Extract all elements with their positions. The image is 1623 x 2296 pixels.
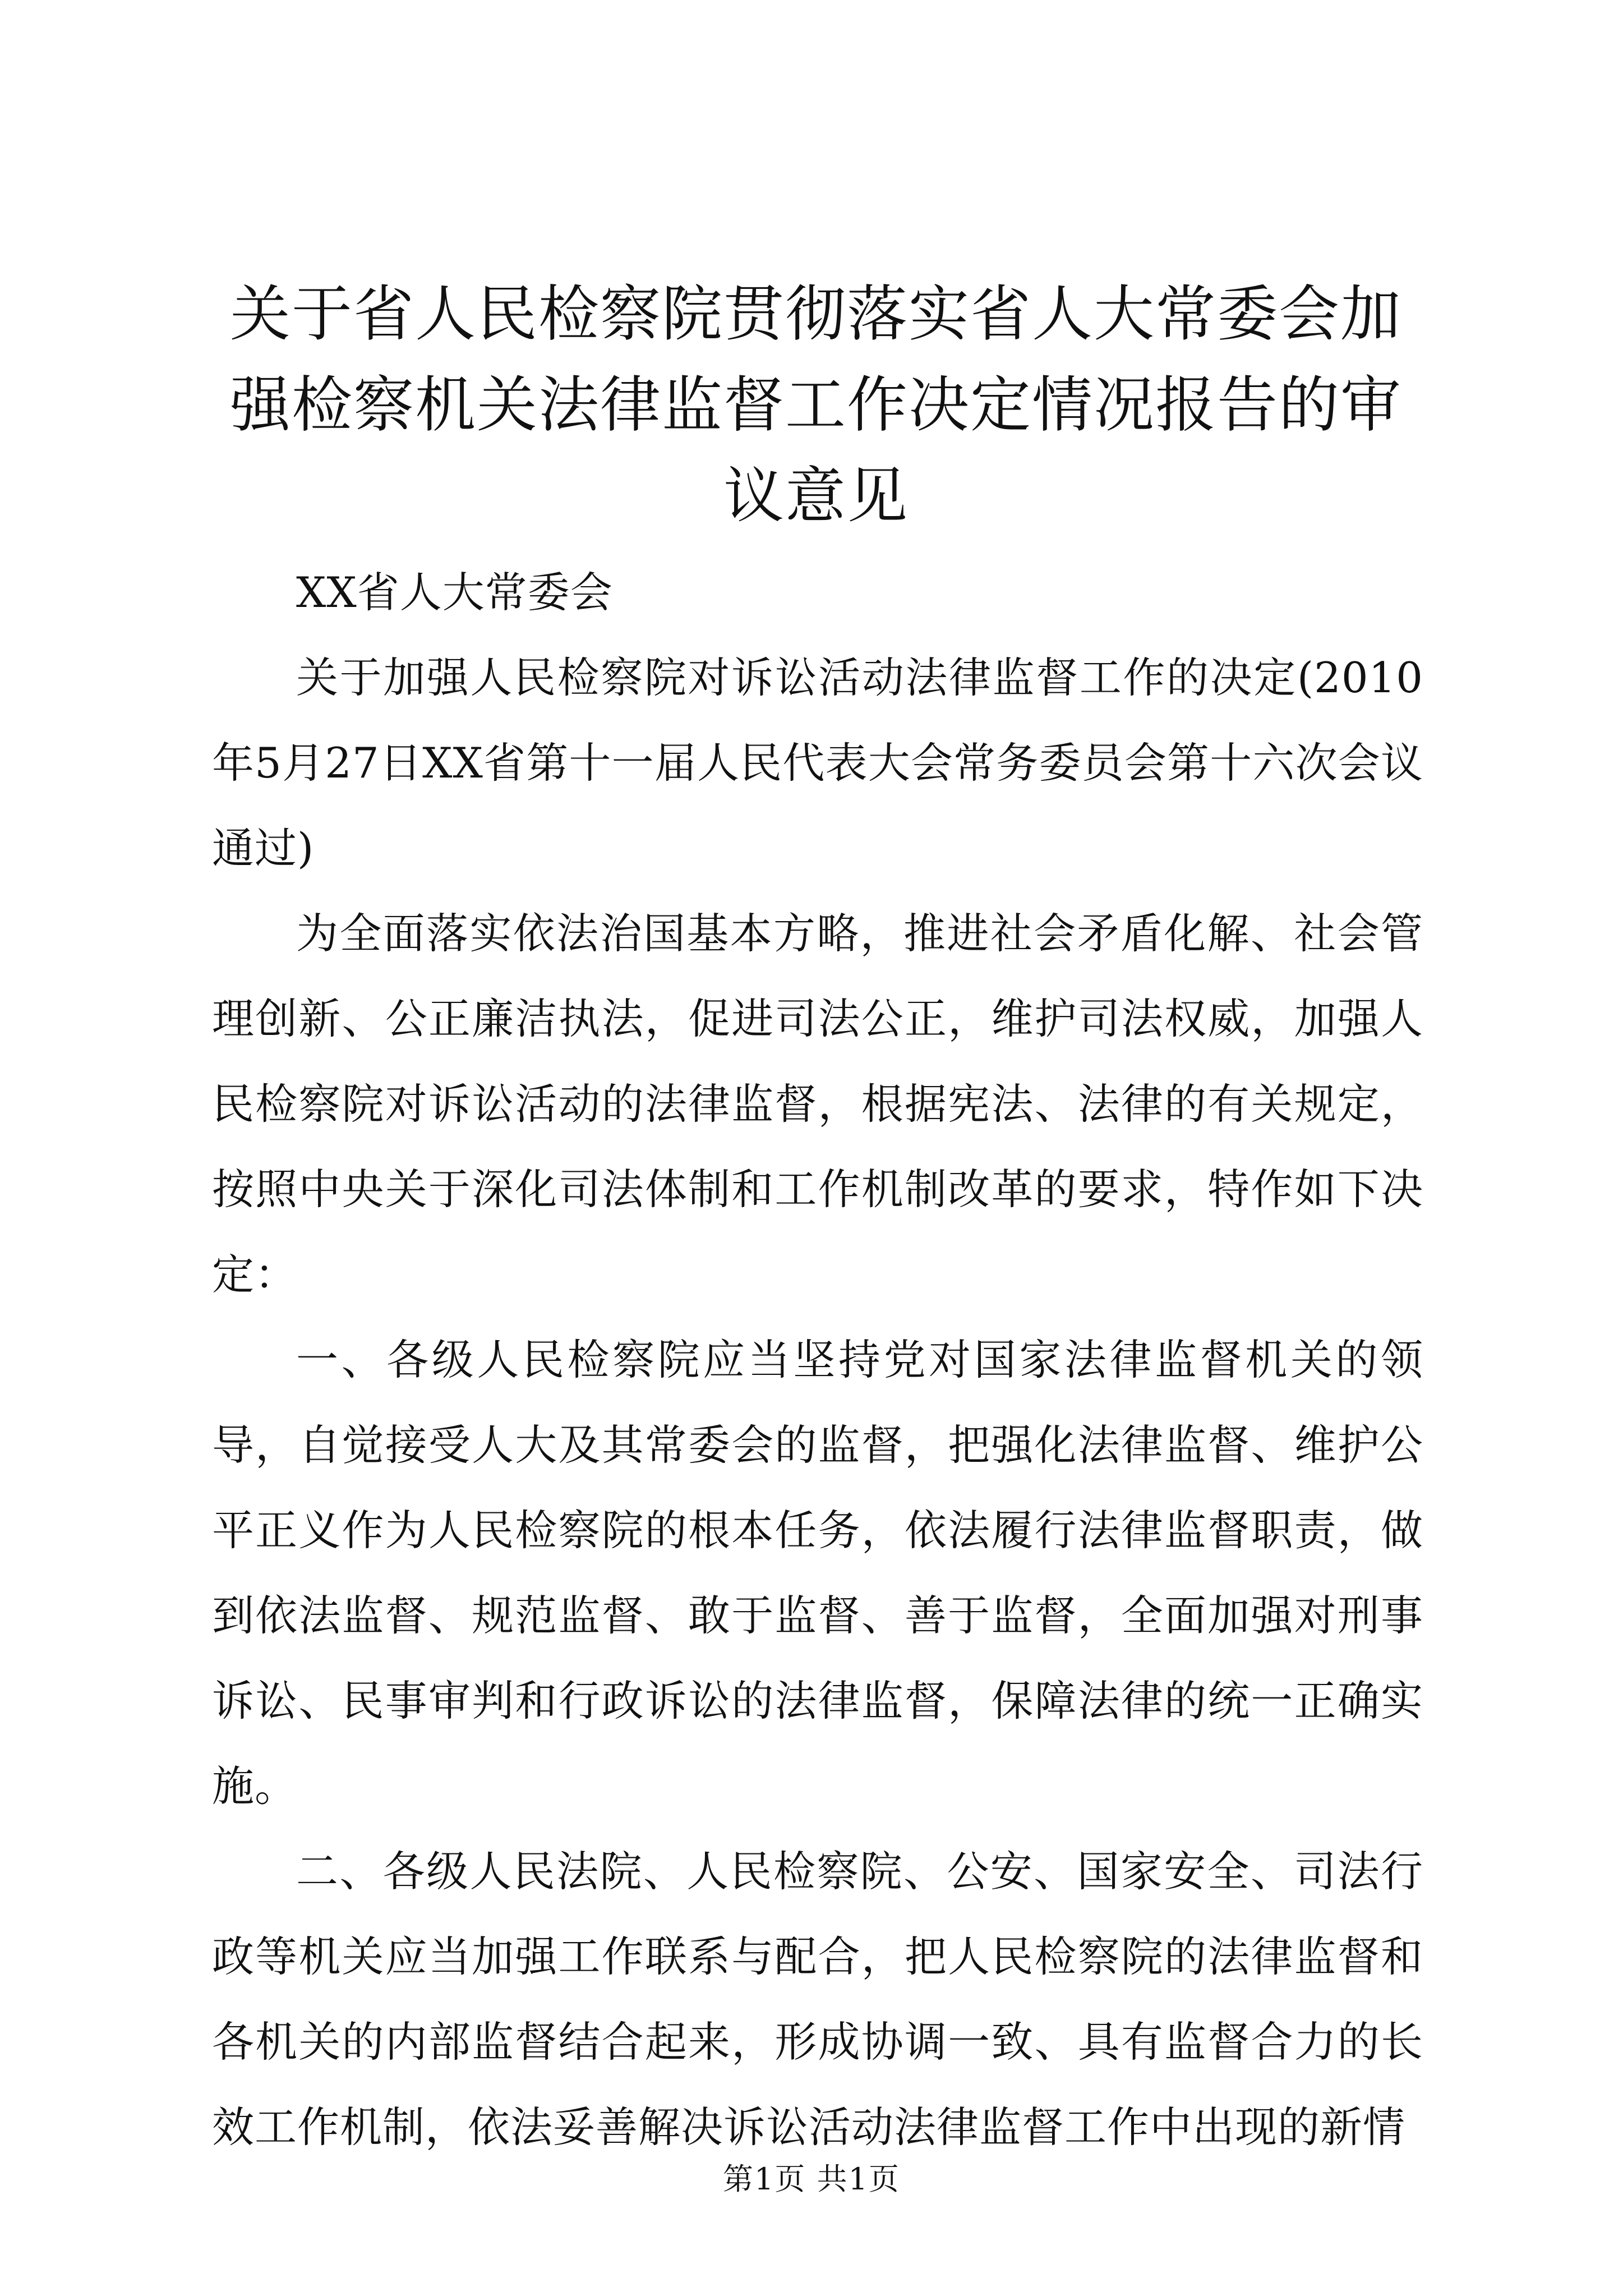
document-title: 关于省人民检察院贯彻落实省人大常委会加强检察机关法律监督工作决定情况报告的审议意见	[229, 279, 1402, 531]
body-paragraph: 为全面落实依法治国基本方略，推进社会矛盾化解、社会管理创新、公正廉洁执法，促进司法公正，维护司法权威，加强人民检察院对诉讼活动的法律监督，根据宪法、法律的有关规定，按照中央关于深化司法体制和工作机制改革的要求，特作如下决定：	[212, 909, 1423, 1299]
body-paragraph: 关于加强人民检察院对诉讼活动法律监督工作的决定(2010年5月27日XX省第十一届人民代表大会常务委员会第十六次会议通过)	[212, 653, 1423, 873]
body-paragraph: 二、各级人民法院、人民检察院、公安、国家安全、司法行政等机关应当加强工作联系与配合，把人民检察院的法律监督和各机关的内部监督结合起来，形成协调一致、具有监督合力的长效工作机制，依法妥善解决诉讼活动法律监督工作中出现的新情	[212, 1847, 1423, 2152]
body-paragraph: 一、各级人民检察院应当坚持党对国家法律监督机关的领导，自觉接受人大及其常委会的监督，把强化法律监督、维护公平正义作为人民检察院的根本任务，依法履行法律监督职责，做到依法监督、规范监督、敢于监督、善于监督，全面加强对刑事诉讼、民事审判和行政诉讼的法律监督，保障法律的统一正确实施。	[212, 1335, 1423, 1811]
body-paragraph: XX省人大常委会	[296, 568, 613, 617]
document-body	[212, 550, 1423, 2170]
page-footer: 第1页 共1页	[723, 2161, 900, 2197]
